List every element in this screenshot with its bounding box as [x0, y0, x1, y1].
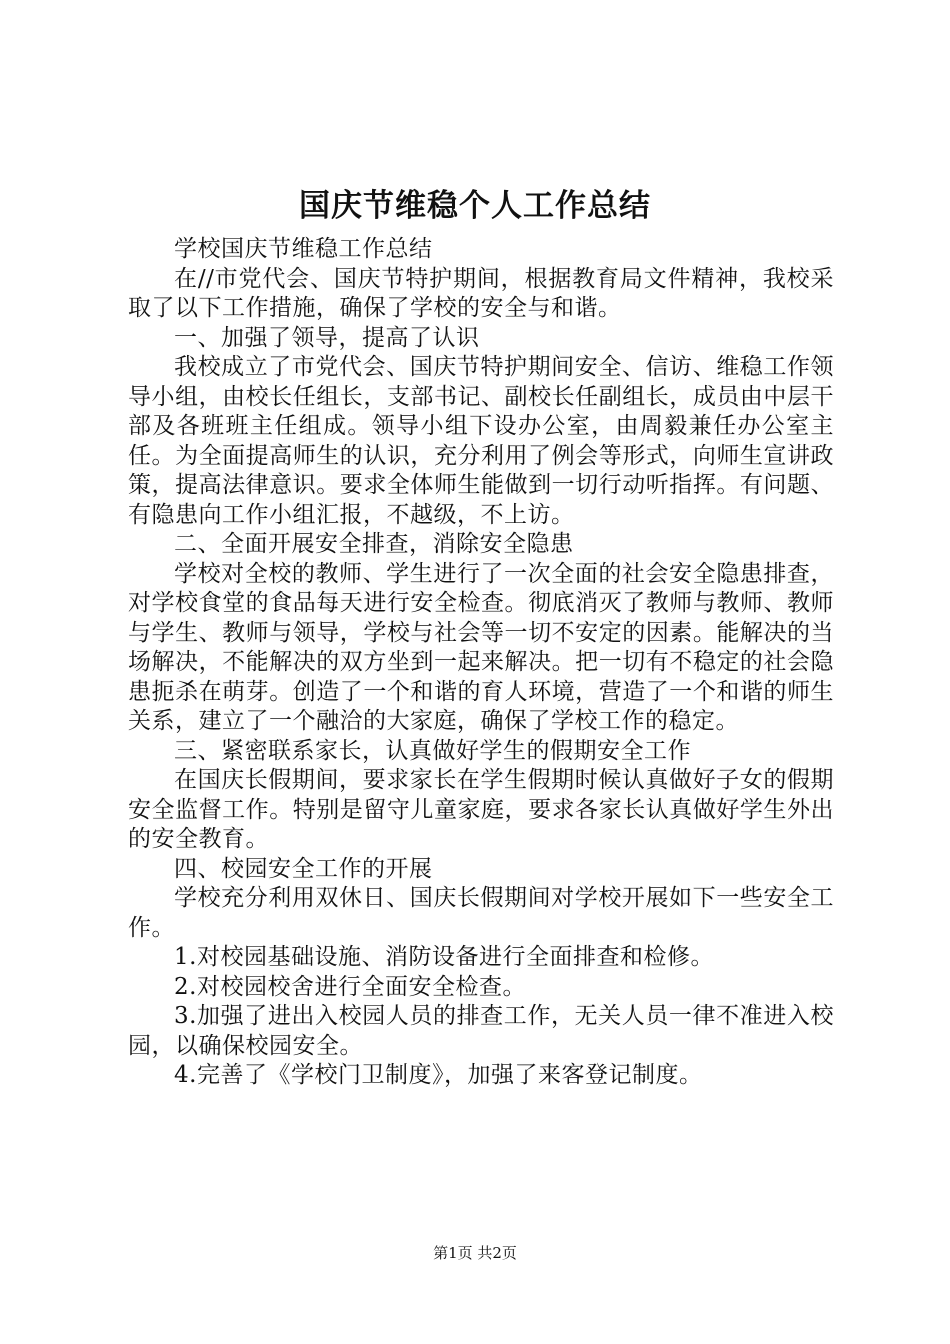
- list-item: 3.加强了进出入校园人员的排查工作，无关人员一律不准进入校园，以确保校园安全。: [128, 1003, 834, 1059]
- paragraph-section-2: 学校对全校的教师、学生进行了一次全面的社会安全隐患排查，对学校食堂的食品每天进行安全检查。彻底消灭了教师与教师、教师与学生、教师与领导，学校与社会等一切不安定的因素。能解决的当场解决，不能解决的双方坐到一起来解决。把一切有不稳定的社会隐患扼杀在萌芽。创造了一个和谐的育人环境，营造了一个和谐的师生关系，建立了一个融洽的大家庭，确保了学校工作的稳定。: [128, 560, 834, 734]
- section-heading-2: 二、全面开展安全排查，消除安全隐患: [174, 531, 574, 557]
- document-title: 国庆节维稳个人工作总结: [299, 188, 651, 224]
- paragraph-section-3: 在国庆长假期间，要求家长在学生假期时候认真做好子女的假期安全监督工作。特别是留守儿童家庭，要求各家长认真做好学生外出的安全教育。: [128, 767, 834, 852]
- paragraph-subtitle: 学校国庆节维稳工作总结: [174, 236, 433, 262]
- list-item: 4.完善了《学校门卫制度》，加强了来客登记制度。: [174, 1062, 703, 1088]
- document-body: [128, 235, 834, 1091]
- section-heading-3: 三、紧密联系家长，认真做好学生的假期安全工作: [174, 737, 691, 764]
- paragraph-section-4: 学校充分利用双休日、国庆长假期间对学校开展如下一些安全工作。: [128, 885, 834, 941]
- list-item: 1.对校园基础设施、消防设备进行全面排查和检修。: [174, 944, 714, 970]
- section-heading-4: 四、校园安全工作的开展: [174, 855, 433, 882]
- list-item: 2.对校园校舍进行全面安全检查。: [174, 973, 526, 1000]
- section-heading-1: 一、加强了领导，提高了认识: [174, 324, 480, 351]
- paragraph-section-1: 我校成立了市党代会、国庆节特护期间安全、信访、维稳工作领导小组，由校长任组长，支部书记、副校长任副组长，成员由中层干部及各班班主任组成。领导小组下设办公室，由周毅兼任办公室主任。为全面提高师生的认识，充分利用了例会等形式，向师生宣讲政策，提高法律意识。要求全体师生能做到一切行动听指挥。有问题、有隐患向工作小组汇报，不越级，不上访。: [128, 354, 834, 528]
- paragraph-intro: 在//市党代会、国庆节特护期间，根据教育局文件精神，我校采取了以下工作措施，确保了学校的安全与和谐。: [128, 265, 834, 321]
- page-number-footer: 第1页 共2页: [433, 1244, 517, 1262]
